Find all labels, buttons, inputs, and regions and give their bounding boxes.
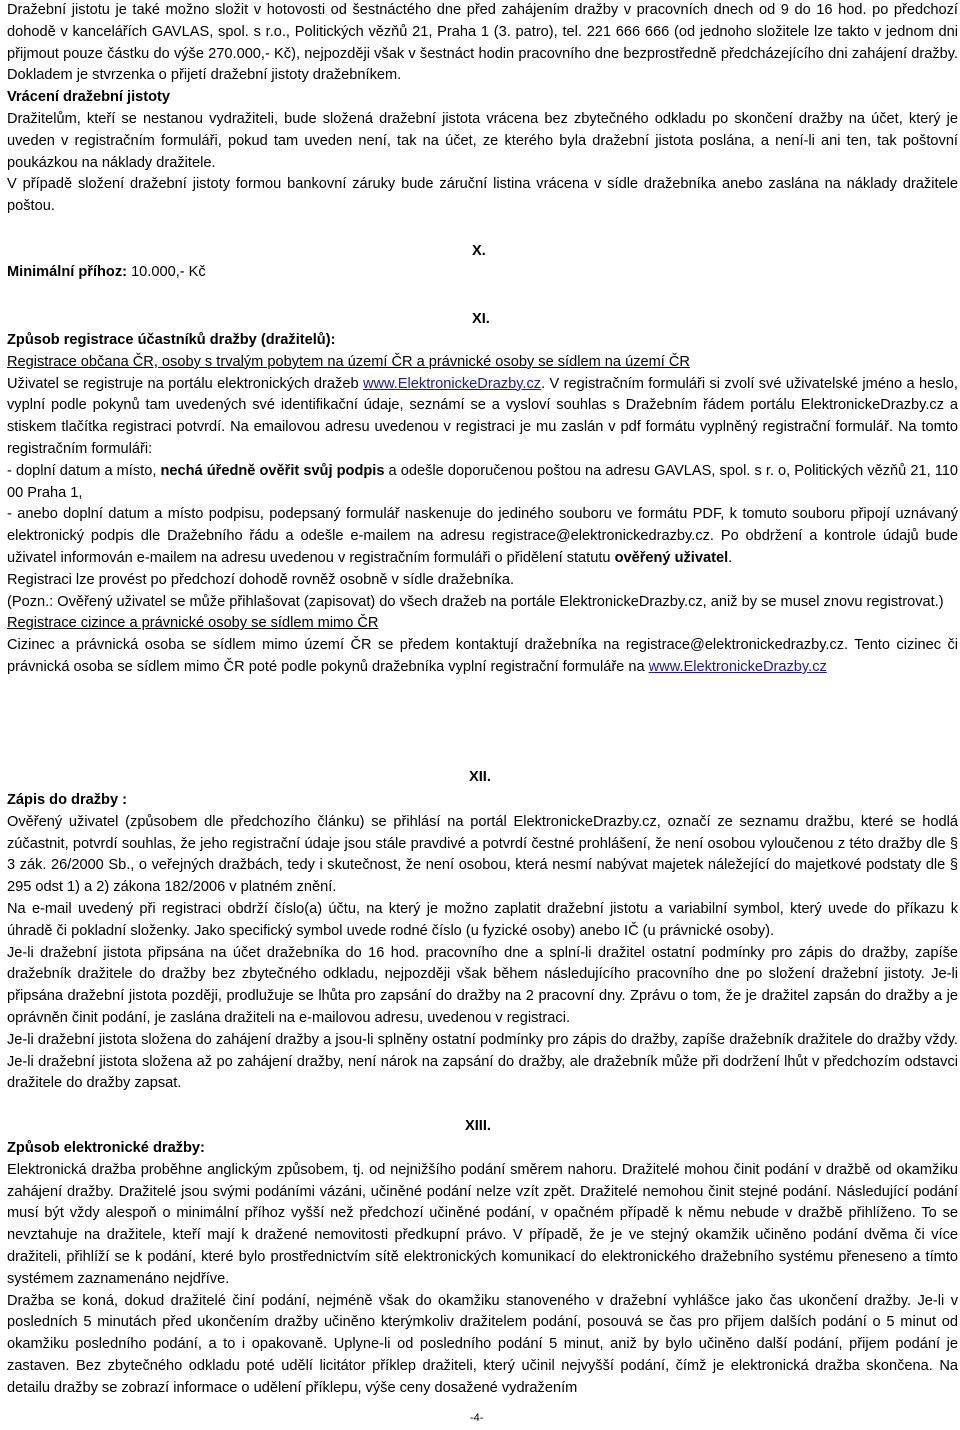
auction-method-title: Způsob elektronické dražby:: [7, 1140, 205, 1156]
entry-paragraph-3: Je-li dražební jistota připsána na účet dražebníka do 16 hod. pracovního dne a splní-li dražitel ostatní podmínky pro zápis do dražby, zapíše dražebník dražitele do dražby bez zbytečného odkladu, nejpozději však během následujícího pracovního dne po složení dražební jistoty. Je-li připsána dražební jistota později, prodlužuje se lhůta pro zapsání do dražby na 2 pracovní dny. Zprávu o tom, že je dražitel zapsán do dražby a je oprávněn činit podání, je zaslána dražiteli na e-mailovou adresu, uvedenou v registraci.: [7, 944, 958, 1026]
registration-paragraph-personal: Registraci lze provést po předchozí dohodě rovněž osobně v sídle dražebníka.: [7, 571, 515, 588]
refund-paragraph: Dražitelům, kteří se nestanou vydražiteli, bude složená dražební jistota vrácena bez zbytečného odkladu po skončení dražby na účet, který je uveden v registračním formuláři, pokud tam uveden není, tak na účet, ze kterého byla dražební jistota poslána, a není-li ani ten, tak poštovní poukázkou na náklady dražitele.: [7, 110, 958, 171]
registration-subheading-cz: Registrace občana ČR, osoby s trvalým pobytem na území ČR a právnické osoby se sídlem na území ČR: [7, 353, 690, 370]
min-bid-line: [7, 262, 958, 284]
portal-link[interactable]: www.ElektronickeDrazby.cz: [362, 375, 542, 392]
entry-paragraph-2: Na e-mail uvedený při registraci obdrží číslo(a) účtu, na který je možno zaplatit dražební jistotu a variabilní symbol, který uvede do příkazu k úhradě či pokladní složenky. Jako specifický symbol uvede rodné číslo (u fyzické osoby) anebo IČ (u právnické osoby).: [7, 900, 958, 939]
section-number-x: X.: [472, 243, 486, 259]
portal-link-2[interactable]: www.ElektronickeDrazby.cz: [648, 658, 827, 675]
registration-title: Způsob registrace účastníků dražby (dražitelů):: [7, 332, 336, 348]
section-number-xii: XII.: [469, 769, 491, 785]
auction-method-paragraph-1: Elektronická dražba proběhne anglickým způsobem, tj. od nejnižšího podání směrem nahoru. Dražitelé mohou činit podání v dražbě od okamžiku zahájení dražby. Dražitelé jsou svými podáními vázáni, učiněné podání nelze vzít zpět. Dražitelé nemohou činit stejné podání. Následující podání musí být vždy alespoň o minimální příhoz vyšší než předchozí učiněné podání, v opačném případě k němu nebude v dražbě přihlíženo. To se nevztahuje na dražitele, kteří mají k dražené nemovitosti předkupní právo. V případě, že je ve stejný okamžik učiněno podání dvěma či více dražiteli, přihlíží se k podání, které bylo prostřednictvím sítě elektronických komunikací do elektronického dražebního systému přeneseno a tímto systémem zaznamenáno nejdříve.: [7, 1161, 958, 1287]
registration-paragraph-post: - doplní datum a místo, nechá úředně ověřit svůj podpis a odešle doporučenou poštou na adresu GAVLAS, spol. s r. o, Politických vězňů 21, 110 00 Praha 1,: [7, 462, 958, 501]
registration-paragraph-foreign: Cizinec a právnická osoba se sídlem mimo území ČR se předem kontaktují dražebníka na registrace@elektronickedrazby.cz. Tento cizinec či právnická osoba se sídlem mimo ČR poté podle pokynů dražebníka vyplní registrační formuláře na www.ElektronickeDrazby.cz: [7, 637, 958, 675]
entry-title: Zápis do dražby :: [7, 792, 128, 808]
intro-section: [7, 0, 958, 218]
min-bid-label: Minimální příhoz:: [7, 264, 127, 280]
registration-note: (Pozn.: Ověřený uživatel se může přihlašovat (zapisovat) do všech dražeb na portále ElektronickeDrazby.cz, aniž by se musel znovu registrovat.): [7, 593, 944, 610]
registration-subheading-foreign: Registrace cizince a právnické osoby se sídlem mimo ČR: [7, 615, 379, 632]
auction-method-paragraph-2: Dražba se koná, dokud dražitelé činí podání, nejméně však do okamžiku stanoveného v dražební vyhlášce jako čas ukončení dražby. Je-li v posledních 5 minutách před ukončením dražby učiněno kterýmkoliv dražitelem podání, posouvá se čas pro přijem dalších podání o 5 minut od okamžiku posledního podání, a to i opakovaně. Uplyne-li od posledního podání 5 minut, aniž by bylo učiněno další podání, přijem podání je zastaven. Bez zbytečného odkladu poté udělí licitátor příklep dražiteli, který učinil nejvyšší podání, čímž je elektronická dražba skončena. Na detailu dražby se zobrazí informace o udělení příklepu, výše ceny dosažené vydražením: [7, 1292, 958, 1396]
heading-refund: Vrácení dražební jistoty: [7, 89, 171, 106]
guarantee-paragraph: V případě složení dražební jistoty formou bankovní záruky bude záruční listina vrácena v sídle dražebníka anebo zaslána na náklady dražitele poštou.: [7, 176, 958, 215]
entry-paragraph-4: Je-li dražební jistota složena do zahájení dražby a jsou-li splněny ostatní podmínky pro zápis do dražby, zapíše dražebník dražitele do dražby vždy. Je-li dražební jistota složena až po zahájení dražby, není nárok na zapsání do dražby, ale dražebník může při dodržení lhůt v předchozím odstavci dražitele do dražby zapsat.: [7, 1031, 958, 1092]
section-number-xiii: XIII.: [465, 1118, 491, 1134]
registration-section: [7, 330, 958, 679]
min-bid-value: 10.000,- Kč: [131, 264, 206, 280]
section-number-xi: XI.: [472, 311, 490, 327]
page-number: -4-: [470, 1412, 484, 1424]
registration-paragraph-email: - anebo doplní datum a místo podpisu, podepsaný formulář naskenuje do jediného souboru ve formátu PDF, k tomuto souboru připojí uznávaný elektronický podpis dle Dražebního řádu a odešle e-mailem na adresu registrace@elektronickedrazby.cz. Po obdržení a kontrole údajů bude uživatel informován e-mailem na adresu uvedenou v registračním formuláři o přidělení statutu ověřený uživatel.: [7, 506, 958, 566]
registration-paragraph-portal: Uživatel se registruje na portálu elektronických dražeb www.ElektronickeDrazby.cz. V registračním formuláři si zvolí své uživatelské jméno a heslo, vyplní podle pokynů tam uvedených své identifikační údaje, seznámí se a vysloví souhlas s Dražebním řádem portálu ElektronickeDrazby.cz a stiskem tlačítka registraci potvrdí. Na emailovou adresu uvedenou v registraci je mu zaslán v pdf formátu vyplněný registrační formulář. Na tomto registračním formuláři:: [7, 375, 958, 457]
entry-section: [7, 790, 958, 1095]
entry-paragraph-1: Ověřený uživatel (způsobem dle předchozího článku) se přihlásí na portál ElektronickeDrazby.cz, označí ze seznamu dražbu, které se hodlá zúčastnit, potvrdí souhlas, že jeho registrační údaje jsou stále pravdivé a potvrdí čestné prohlášení, že není osobou vyloučenou z této dražby dle § 3 zák. 26/2000 Sb., o veřejných dražbách, tedy i skutečnost, že není osobou, která nesmí nabývat majetek náležející do majetkové podstaty dle § 295 odst 1) a 2) zákona 182/2006 v platném znění.: [7, 813, 958, 896]
auction-method-section: [7, 1138, 958, 1400]
intro-paragraph-cash: Dražební jistotu je také možno složit v hotovosti od šestnáctého dne před zahájením dražby v pracovních dnech od 9 do 16 hod. po předchozí dohodě v kancelářích GAVLAS, spol. s r.o., Politických vězňů 21, Praha 1 (3. patro), tel. 221 666 666 (od jednoho složitele lze takto v jednom dni přijmout pouze částku do výše 270.000,- Kč), nejpozději však v šestnáct hodin pracovního dne bezprostředně předcházejícího dni zahájení dražby. Dokladem je stvrzenka o přijetí dražební jistoty dražebníkem.: [7, 2, 958, 84]
